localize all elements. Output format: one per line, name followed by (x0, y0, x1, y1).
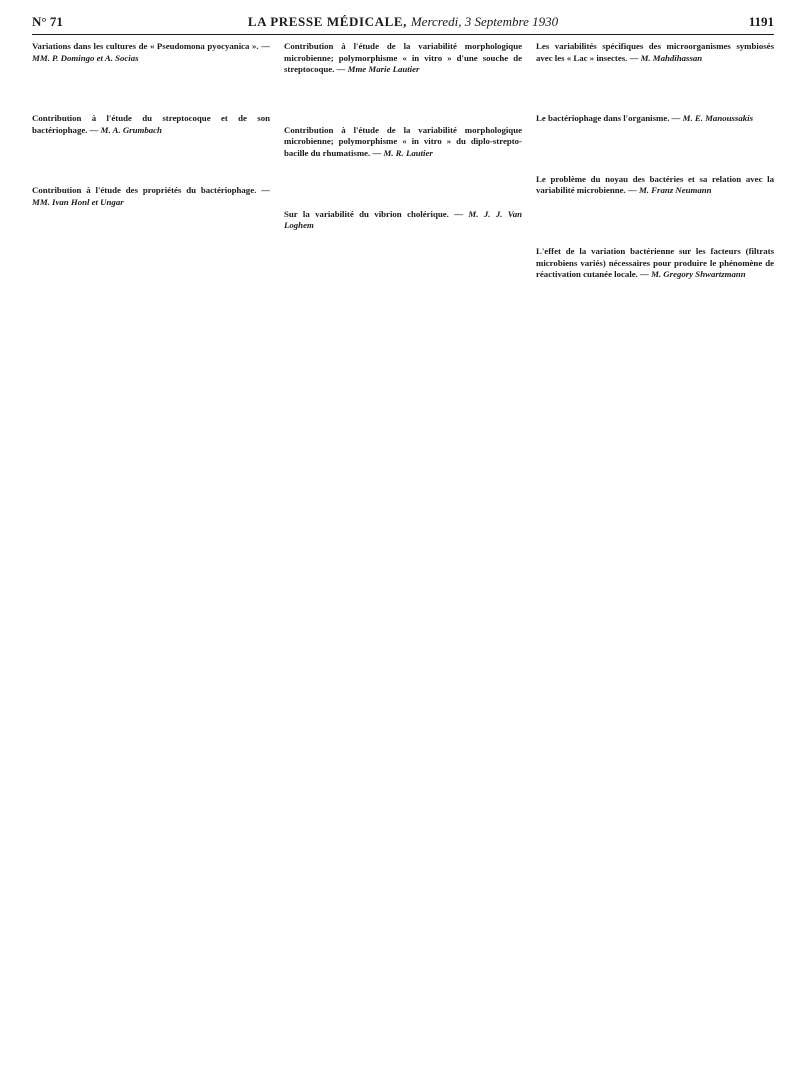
article-authors: — M. A. Grumbach (87, 124, 162, 135)
article (32, 41, 270, 106)
issue-number: N° 71 (32, 14, 63, 29)
article-body (536, 66, 774, 106)
article-authors: — M. Mahdihassan (627, 52, 703, 63)
article-authors: — MM. P. Domingo et A. Socias (32, 41, 270, 63)
article (536, 113, 774, 167)
article-heading (536, 113, 774, 125)
column-1 (32, 41, 270, 1071)
article (32, 185, 270, 250)
article-body (32, 66, 270, 106)
article-body (536, 283, 774, 323)
article-heading (284, 125, 522, 160)
article-heading (284, 41, 522, 76)
article-authors: — M. E. Manoussakis (669, 113, 754, 124)
article-body (284, 78, 522, 118)
article-heading (32, 185, 270, 208)
column-3 (536, 41, 774, 1071)
article-authors: — M. Gregory Shwartzmann (637, 269, 746, 280)
article (536, 41, 774, 106)
article-heading (284, 209, 522, 232)
column-2 (284, 41, 522, 1071)
article-authors: — M. R. Lautier (370, 148, 433, 159)
article (284, 41, 522, 118)
article-heading (536, 246, 774, 281)
issue-date: Mercredi, 3 Septembre 1930 (410, 14, 559, 29)
article-body (536, 127, 774, 167)
article-heading (536, 174, 774, 197)
article-title: Sur la variabilité du vibrion cholérique. (284, 208, 449, 219)
journal-name: LA PRESSE MÉDICALE (247, 14, 404, 29)
article-authors: — M. J. J. Van Loghem (284, 208, 522, 231)
article-columns (32, 41, 774, 1071)
article (32, 113, 270, 178)
article-title: Contribution à l'étude du streptocoque et de son bactériophage. (32, 113, 270, 135)
article-body (284, 162, 522, 202)
page-number: 1191 (748, 14, 774, 29)
article (536, 174, 774, 239)
article-title: Contribution à l'étude des propriétés du bactériophage. (32, 185, 257, 196)
article-title: Le problème du noyau des bactéries et sa relation avec la variabilité microbienne. (536, 173, 774, 196)
article-body (284, 234, 522, 274)
article-authors: — Mme Marie Lautier (334, 64, 420, 75)
article-title: Le bactériophage dans l'organisme. (536, 113, 670, 124)
article-body (536, 199, 774, 239)
article (284, 125, 522, 202)
article-heading (32, 113, 270, 136)
article-title: Contribution à l'étude de la variabilité morphologique microbienne; polymorphisme « in vitro » d'une souche de streptocoque. (284, 41, 522, 75)
article-title: L'effet de la variation bactérienne sur les facteurs (filtrats microbiens variés) nécessaires pour produire le phénomène de réactivation cutanée locale. (536, 246, 774, 280)
article-title: Variations dans les cultures de « Pseudomona pyocyanica ». (32, 41, 259, 51)
article (284, 209, 522, 274)
journal-title: LA PRESSE MÉDICALE, Mercredi, 3 Septembre 1930 (247, 14, 559, 29)
article-heading (536, 41, 774, 64)
masthead (32, 8, 774, 35)
article-title: Contribution à l'étude de la variabilité morphologique microbienne; polymorphisme « in vitro » du diplo-strepto-bacille du rhumatisme. (284, 124, 522, 159)
article-body (32, 211, 270, 251)
article-authors: — M. Franz Neumann (625, 185, 712, 196)
article-body (32, 138, 270, 178)
article-heading (32, 41, 270, 64)
article (536, 246, 774, 323)
article-title: Les variabilités spécifiques des microorganismes symbiosés avec les « Lac » insectes. (536, 41, 774, 63)
article-authors: — MM. Ivan Honl et Ungar (32, 185, 270, 208)
